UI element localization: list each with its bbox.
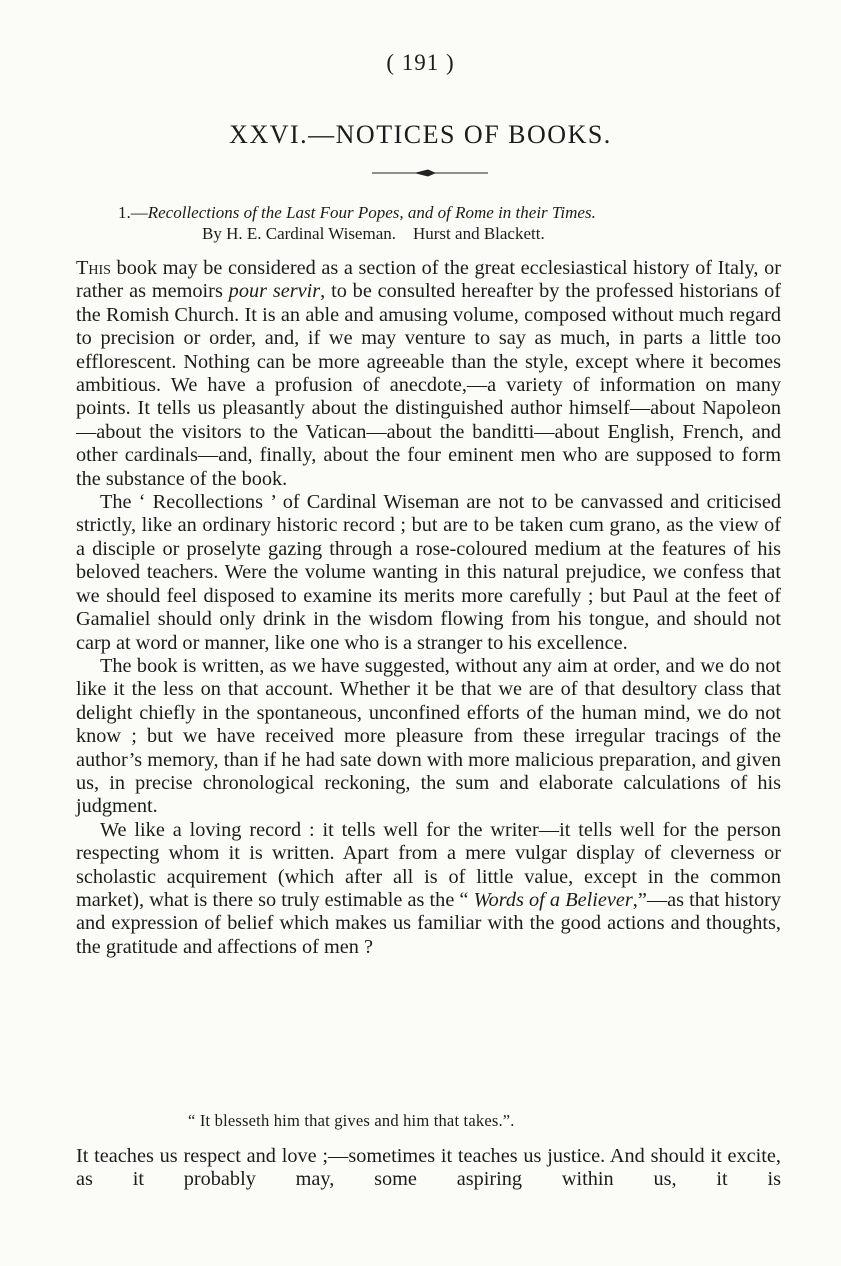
paragraph-5: It teaches us respect and love ;—sometimes it teaches us justice. And should it excite, as it probably may, some aspiring within us, it is (76, 1145, 781, 1191)
paragraph-1: This book may be considered as a section of the great ecclesiastical history of Italy, or rather as memoirs pour servir, to be consulted hereafter by the professed historians of the Romish Church. It is an able and amusing volume, composed without much regard to precision or order, and, if we may venture to say as much, in parts a little too efflorescent. Nothing can be more agreeable than the style, except where it becomes ambitious. We have a profusion of anecdote,—a variety of information on many points. It tells us pleasantly about the distinguished author himself—about Napoleon —about the visitors to the Vatican—about the banditti—about English, French, and other cardinals—and, finally, about the four eminent men who are supposed to form the substance of the book. (76, 257, 782, 490)
divider-ornament-icon (370, 166, 490, 180)
paragraph-3: The book is written, as we have suggested, without any aim at order, and we do not like it the less on that account. Whether it be that we are of that desultory class that delight chiefly in the spontaneous, unconfined efforts of the human mind, we do not know ; but we have received more pleasure from these irregular tracings of the author’s memory, than if he had sate down with more malicious preparation, and given us, in precise chronological reckoning, the sum and elaborate calculations of his judgment. (76, 654, 781, 818)
paragraph-2: The ‘ Recollections ’ of Cardinal Wiseman are not to be canvassed and criticised strictly, like an ordinary historic record ; but are to be taken cum grano, as the view of a disciple or proselyte gazing through a rose-coloured medium at the features of his beloved teachers. Were the volume wanting in this natural prejudice, we confess that we should feel disposed to examine its merits more carefully ; but Paul at the feet of Gamaliel should only drink in the wisdom flowing from his tongue, and should not carp at word or manner, like one who is a stranger to his excellence. (76, 491, 781, 654)
article-body (76, 257, 781, 959)
review-heading (80, 202, 780, 244)
review-book-title: Recollections of the Last Four Popes, and of Rome in their Times. (147, 203, 596, 222)
drop-word: This (76, 257, 111, 279)
review-title-line (80, 202, 780, 223)
paragraph-4: We like a loving record : it tells well for the writer—it tells well for the person respecting whom it is written. Apart from a mere vulgar display of cleverness or scholastic acquirement (which after all is of little value, except in the common market), what is there so truly estimable as the “ Words of a Believer,”—as that history and expression of belief which makes us familiar with the good actions and thoughts, the gratitude and affections of men ? (76, 818, 781, 958)
review-byline: By H. E. Cardinal Wiseman. Hurst and Blackett. (202, 224, 545, 243)
section-title: XXVI.—NOTICES OF BOOKS. (229, 120, 612, 149)
review-number: 1.— (118, 203, 148, 222)
page-number: ( 191 ) (386, 50, 455, 75)
block-quote: “ It blesseth him that gives and him that takes.”. (188, 1111, 515, 1130)
closing-paragraph (76, 1145, 781, 1192)
